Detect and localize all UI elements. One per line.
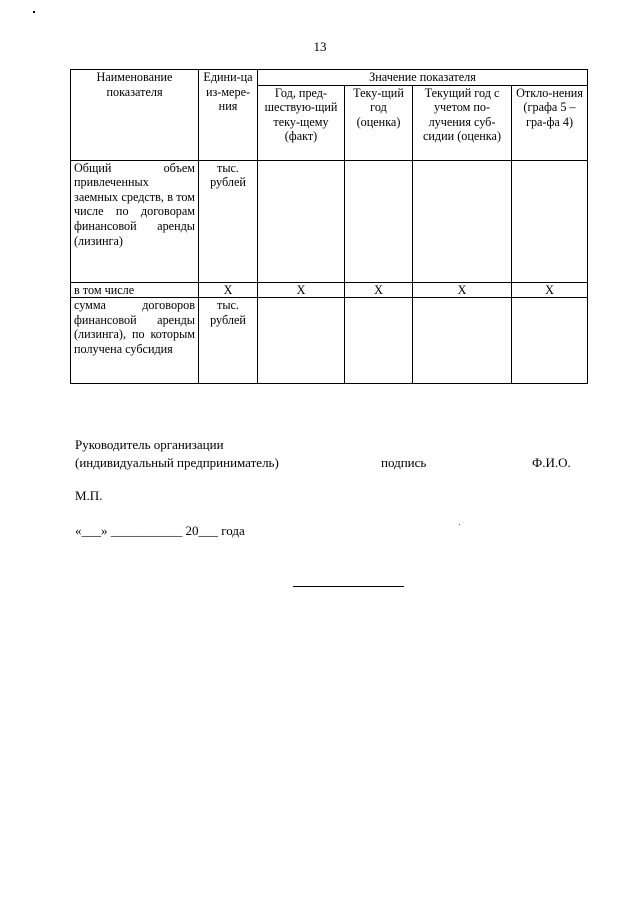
table-row [71, 160, 588, 282]
scan-speck [33, 11, 35, 13]
row-cell [512, 160, 588, 282]
row-cell [258, 160, 345, 282]
row-unit: тыс. рублей [199, 160, 258, 282]
indicator-table [70, 69, 588, 384]
header-deviation: Откло-нения (графа 5 – гра-фа 4) [512, 85, 588, 160]
row-cell: Х [512, 282, 588, 298]
row-cell: Х [413, 282, 512, 298]
header-cur-year: Теку-щий год (оценка) [345, 85, 413, 160]
row-cell [413, 298, 512, 384]
table-row [71, 282, 588, 298]
row-cell [512, 298, 588, 384]
header-value-group: Значение показателя [258, 70, 588, 86]
signature-title: Руководитель организации [75, 437, 224, 452]
header-name: Наименование показателя [71, 70, 199, 161]
header-unit: Едини-ца из-мере-ния [199, 70, 258, 161]
row-unit: тыс. рублей [199, 298, 258, 384]
row-name: Общий объем привлеченных заемных средств, в том числе по договорам финансовой аренды (лизинга) [71, 160, 199, 282]
signature-subtitle: (индивидуальный предприниматель) [75, 455, 279, 470]
page-number: 13 [313, 39, 327, 54]
row-cell [413, 160, 512, 282]
header-cur-year-subsidy: Текущий год с учетом по-лучения суб-сидии (оценка) [413, 85, 512, 160]
row-cell: Х [258, 282, 345, 298]
stamp-label: М.П. [75, 488, 103, 503]
scan-speck [459, 524, 460, 525]
row-unit: Х [199, 282, 258, 298]
row-cell [345, 298, 413, 384]
signature-fio-label: Ф.И.О. [532, 455, 571, 470]
end-rule [293, 586, 404, 587]
row-cell [345, 160, 413, 282]
table-row [71, 298, 588, 384]
date-line: «___» ___________ 20___ года [75, 523, 245, 538]
row-name: в том числе [71, 282, 199, 298]
row-cell: Х [345, 282, 413, 298]
row-name: сумма договоров финансовой аренды (лизинга), по которым получена субсидия [71, 298, 199, 384]
row-cell [258, 298, 345, 384]
header-prev-year: Год, пред-шествую-щий теку-щему (факт) [258, 85, 345, 160]
signature-sign-label: подпись [381, 455, 427, 470]
